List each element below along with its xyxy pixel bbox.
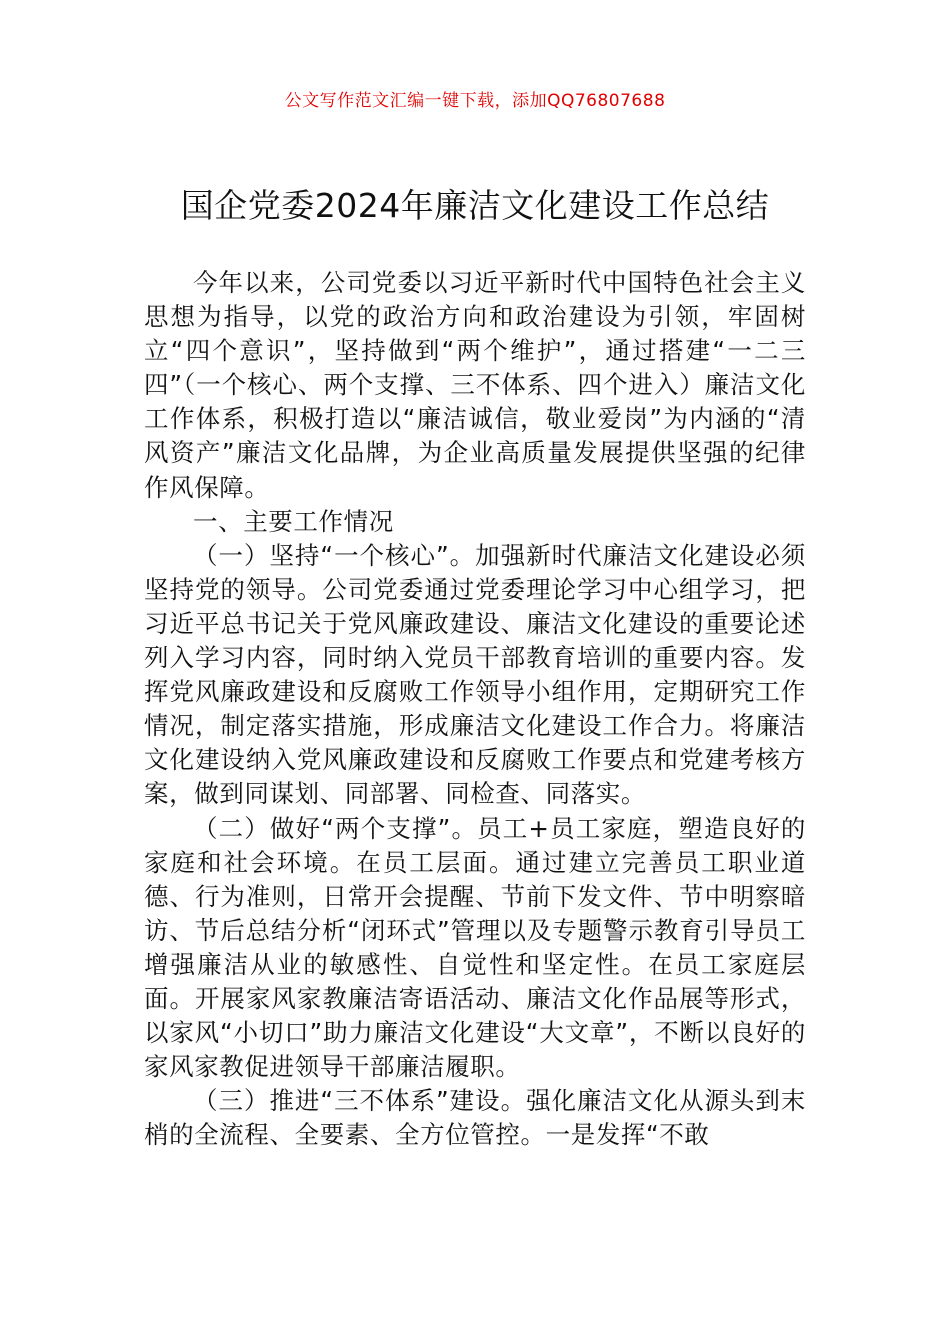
paragraph-core: （一）坚持“一个核心”。加强新时代廉洁文化建设必须坚持党的领导。公司党委通过党委理论学习中心组学习，把习近平总书记关于党风廉政建设、廉洁文化建设的重要论述列入学习内容，同时纳入党员干部教育培训的重要内容。发挥党风廉政建设和反腐败工作领导小组作用，定期研究工作情况，制定落实措施，形成廉洁文化建设工作合力。将廉洁文化建设纳入党风廉政建设和反腐败工作要点和党建考核方案，做到同谋划、同部署、同检查、同落实。	[144, 540, 806, 809]
paragraph-three-system: （三）推进“三不体系”建设。强化廉洁文化从源头到末梢的全流程、全要素、全方位管控。一是发挥“不敢	[144, 1086, 806, 1150]
document-title: 国企党委2024年廉洁文化建设工作总结	[180, 186, 770, 225]
section-heading: 一、主要工作情况	[193, 506, 394, 536]
document-body	[144, 266, 806, 1152]
download-notice: 公文写作范文汇编一键下载，添加QQ76807688	[284, 91, 666, 111]
paragraph-support: （二）做好“两个支撑”。员工+员工家庭，塑造良好的家庭和社会环境。在员工层面。通过建立完善员工职业道德、行为准则，日常开会提醒、节前下发文件、节中明察暗访、节后总结分析“闭环式”管理以及专题警示教育引导员工增强廉洁从业的敏感性、自觉性和坚定性。在员工家庭层面。开展家风家教廉洁寄语活动、廉洁文化作品展等形式，以家风“小切口”助力廉洁文化建设“大文章”，不断以良好的家风家教促进领导干部廉洁履职。	[144, 813, 806, 1082]
intro-paragraph: 今年以来，公司党委以习近平新时代中国特色社会主义思想为指导，以党的政治方向和政治建设为引领，牢固树立“四个意识”，坚持做到“两个维护”，通过搭建“一二三四”（一个核心、两个支撑、三不体系、四个进入）廉洁文化工作体系，积极打造以“廉洁诚信，敬业爱岗”为内涵的“清风资产”廉洁文化品牌，为企业高质量发展提供坚强的纪律作风保障。	[144, 268, 806, 502]
